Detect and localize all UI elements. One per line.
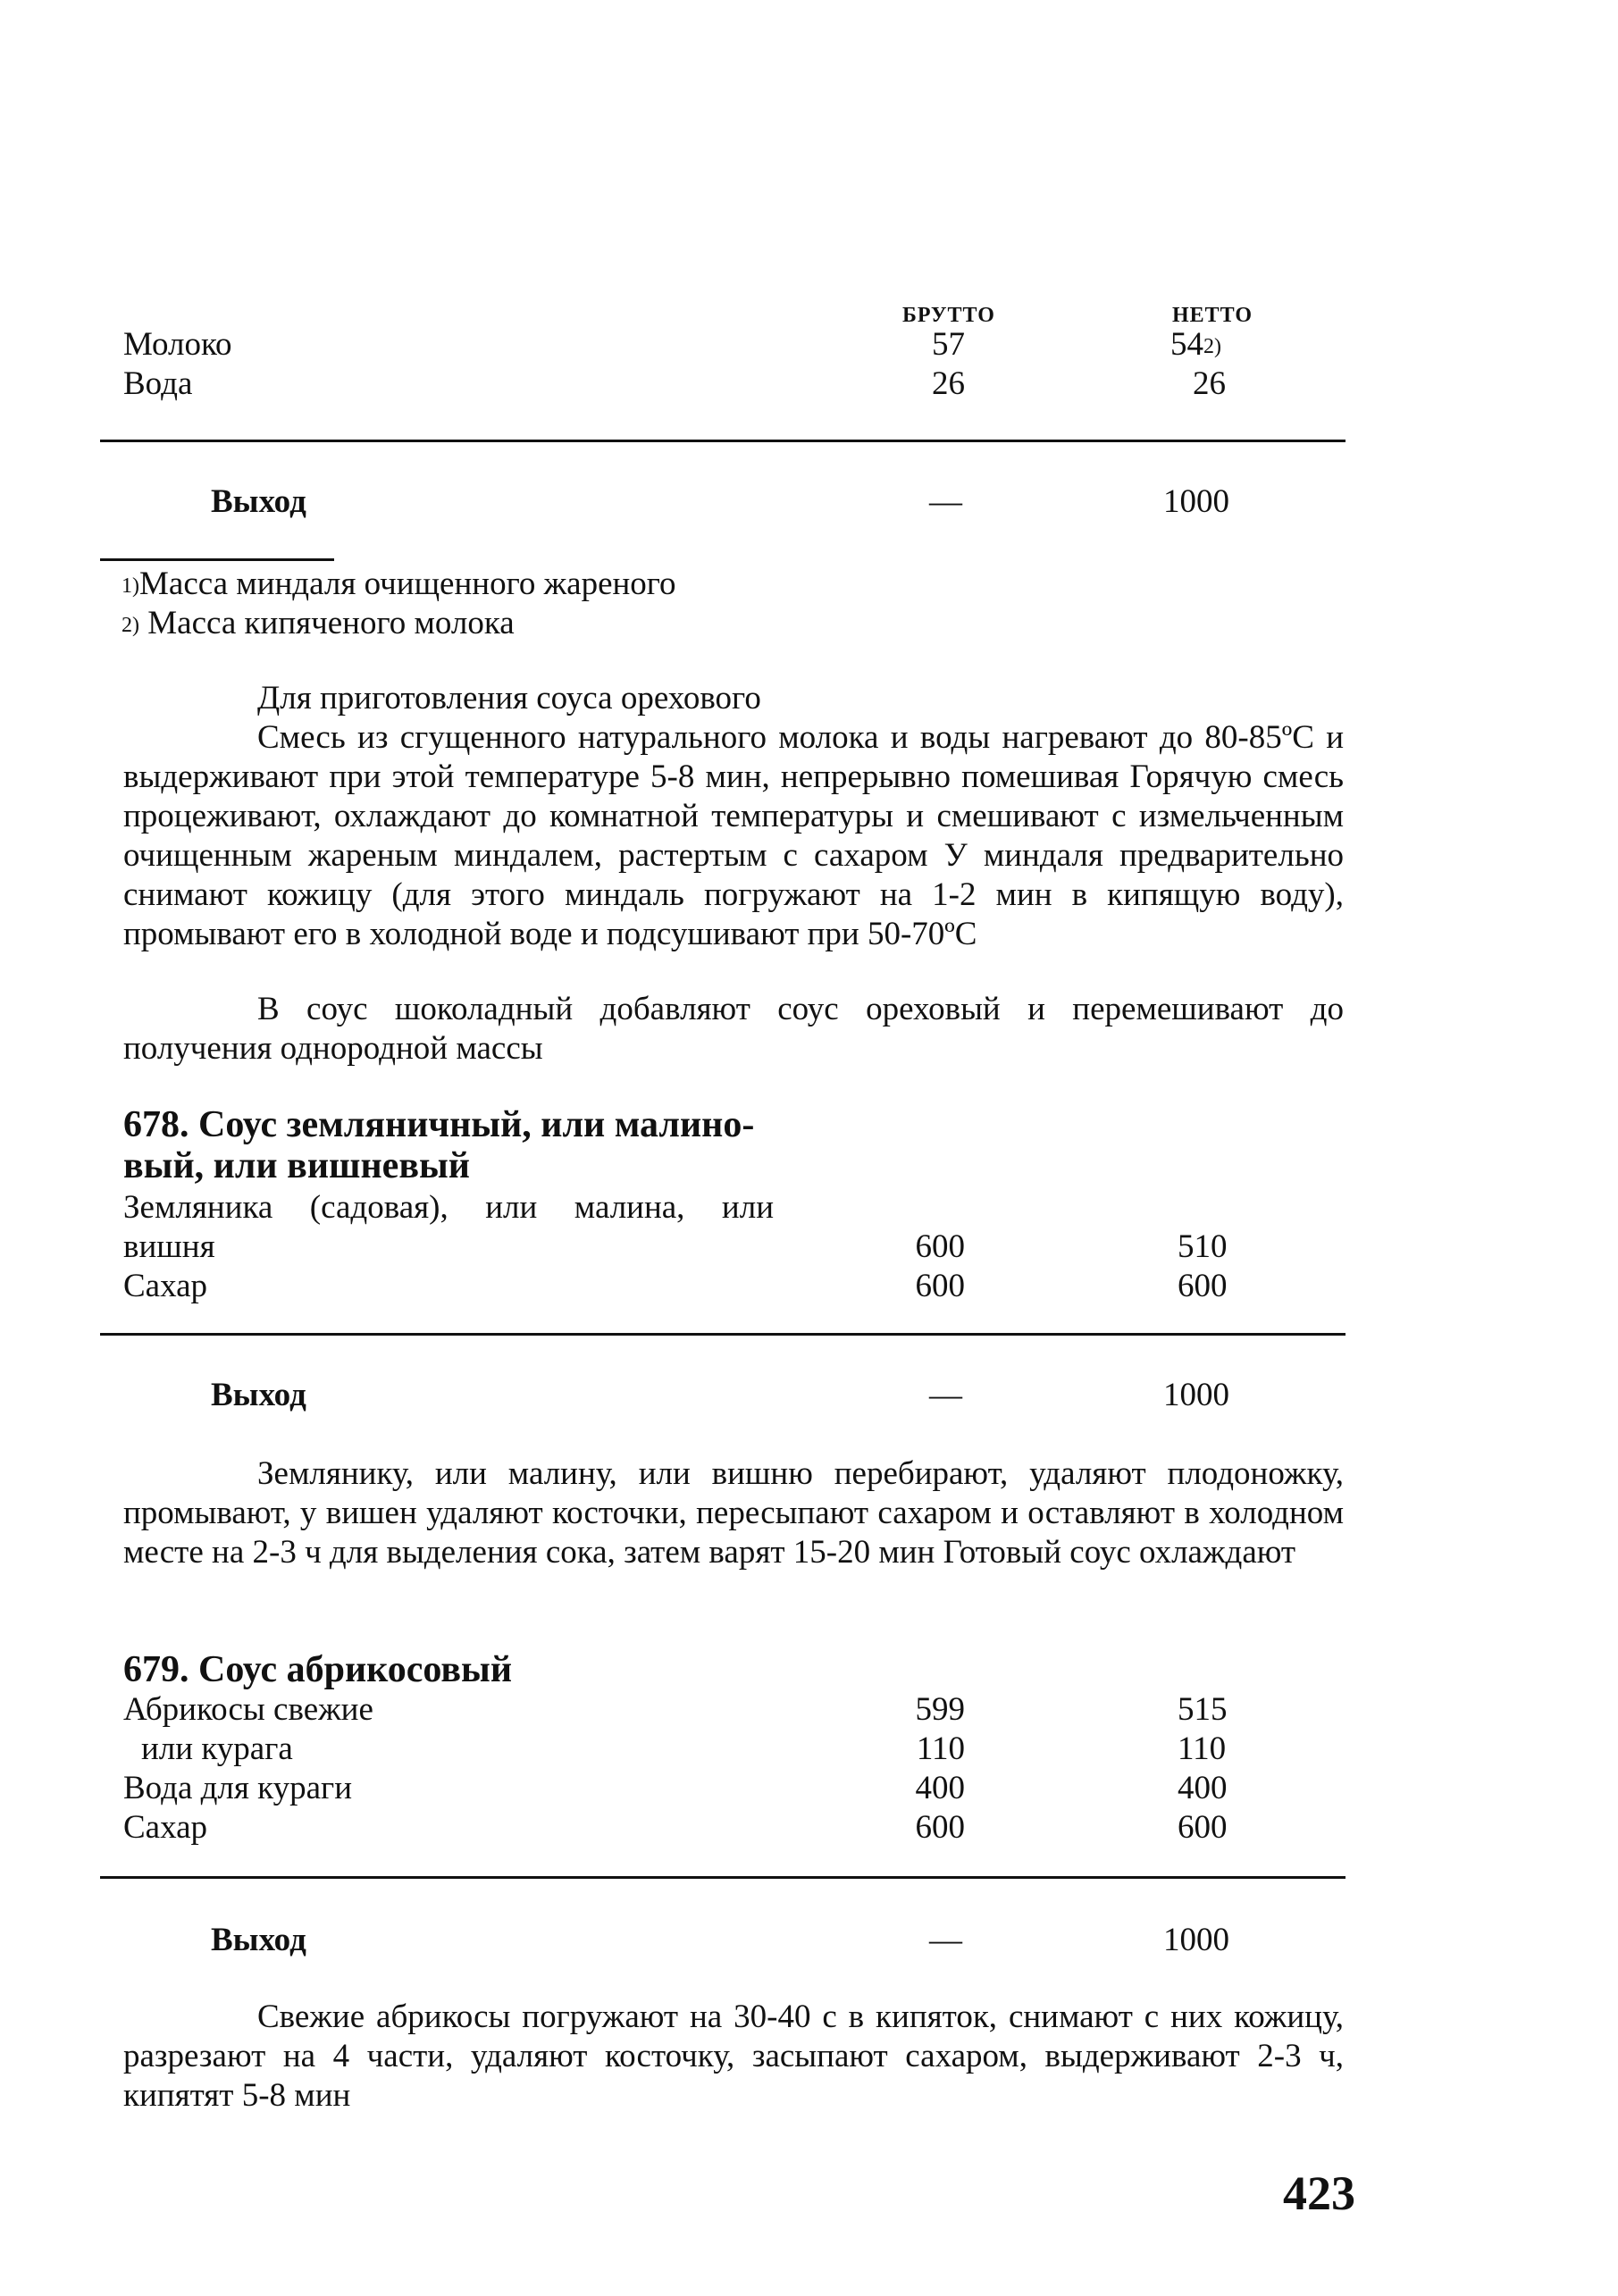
brutto-value: 57: [932, 326, 965, 363]
yield-brutto: —: [929, 1922, 962, 1958]
recipe-679-method: Свежие абрикосы погружают на 30-40 с в кипяток, снимают с них кожицу, разрезают на 4 части, удаляют косточку, засыпают сахаром, выдерживают 2-3 ч, кипятят 5-8 мин: [123, 1999, 1344, 2114]
paragraph-intro: Для приготовления соуса орехового: [257, 680, 761, 716]
brutto-value: 600: [915, 1809, 965, 1846]
netto-value: 600: [1178, 1268, 1228, 1304]
netto-value: 515: [1178, 1691, 1228, 1728]
table-rule: [100, 1876, 1346, 1879]
brutto-value: 26: [932, 365, 965, 402]
column-header-brutto: БРУТТО: [902, 304, 995, 327]
footnote-rule: [100, 558, 334, 561]
yield-netto: 1000: [1163, 1377, 1229, 1413]
column-header-netto: НЕТТО: [1172, 304, 1253, 327]
ingredient-name: вишня: [123, 1228, 215, 1265]
netto-value: 600: [1178, 1809, 1228, 1846]
ingredient-name: Вода: [123, 365, 193, 402]
ingredient-name: или курага: [141, 1730, 293, 1767]
recipe-679-title: 679. Соус абрикосовый: [123, 1649, 513, 1690]
brutto-value: 600: [915, 1268, 965, 1304]
yield-label: Выход: [211, 1377, 306, 1413]
recipe-678-method: Землянику, или малину, или вишню перебирают, удаляют плодоножку, промывают, у вишен удаляют косточки, пересыпают сахаром и оставляют в холодном месте на 2-3 ч для выделения сока, затем варят 15-20 мин Готовый соус охлаждают: [123, 1455, 1344, 1571]
brutto-value: 599: [915, 1691, 965, 1728]
recipe-678-title-cont: вый, или вишневый: [123, 1145, 470, 1186]
yield-netto: 1000: [1163, 1922, 1229, 1958]
yield-label: Выход: [211, 483, 306, 520]
brutto-value: 110: [916, 1730, 965, 1767]
footnote-1: $^{1)}$Масса миндаля очищенного жареного: [122, 566, 676, 602]
yield-label: Выход: [211, 1922, 306, 1958]
paragraph-combine: В соус шоколадный добавляют соус ореховый и перемешивают до получения однородной массы: [123, 991, 1344, 1067]
ingredient-name: Земляника (садовая), или малина, или: [123, 1189, 774, 1226]
page-number: 423: [1283, 2166, 1355, 2220]
yield-brutto: —: [929, 1377, 962, 1413]
brutto-value: 600: [915, 1228, 965, 1265]
yield-netto: 1000: [1163, 483, 1229, 520]
yield-brutto: —: [929, 483, 962, 520]
footnote-2: $^{2)}$ Масса кипяченого молока: [122, 605, 515, 641]
table-rule: [100, 440, 1346, 442]
netto-value: 54$^{2)}$: [1170, 326, 1221, 363]
ingredient-name: Сахар: [123, 1268, 208, 1304]
netto-value: 400: [1178, 1770, 1228, 1806]
netto-value: 110: [1178, 1730, 1227, 1767]
paragraph-method: Смесь из сгущенного натурального молока и воды нагревают до 80-85ºС и выдерживают при этой температуре 5-8 мин, непрерывно помешивая Горячую смесь процеживают, охлаждают до комнатной температуры и смешивают с измельченным очищенным жареным миндалем, растертым с сахаром У миндаля предварительно снимают кожицу (для этого миндаль погружают на 1-2 мин в кипящую воду), промывают его в холодной воде и подсушивают при 50-70ºС: [123, 719, 1344, 952]
table-rule: [100, 1333, 1346, 1336]
netto-value: 510: [1178, 1228, 1228, 1265]
recipe-678-title: 678. Соус земляничный, или малино-: [123, 1104, 755, 1145]
footnote-ref: 2): [1203, 335, 1221, 358]
ingredient-name: Вода для кураги: [123, 1770, 353, 1806]
ingredient-name: Молоко: [123, 326, 232, 363]
ingredient-name: Абрикосы свежие: [123, 1691, 373, 1728]
ingredient-name: Сахар: [123, 1809, 208, 1846]
netto-value: 26: [1193, 365, 1226, 402]
brutto-value: 400: [915, 1770, 965, 1806]
